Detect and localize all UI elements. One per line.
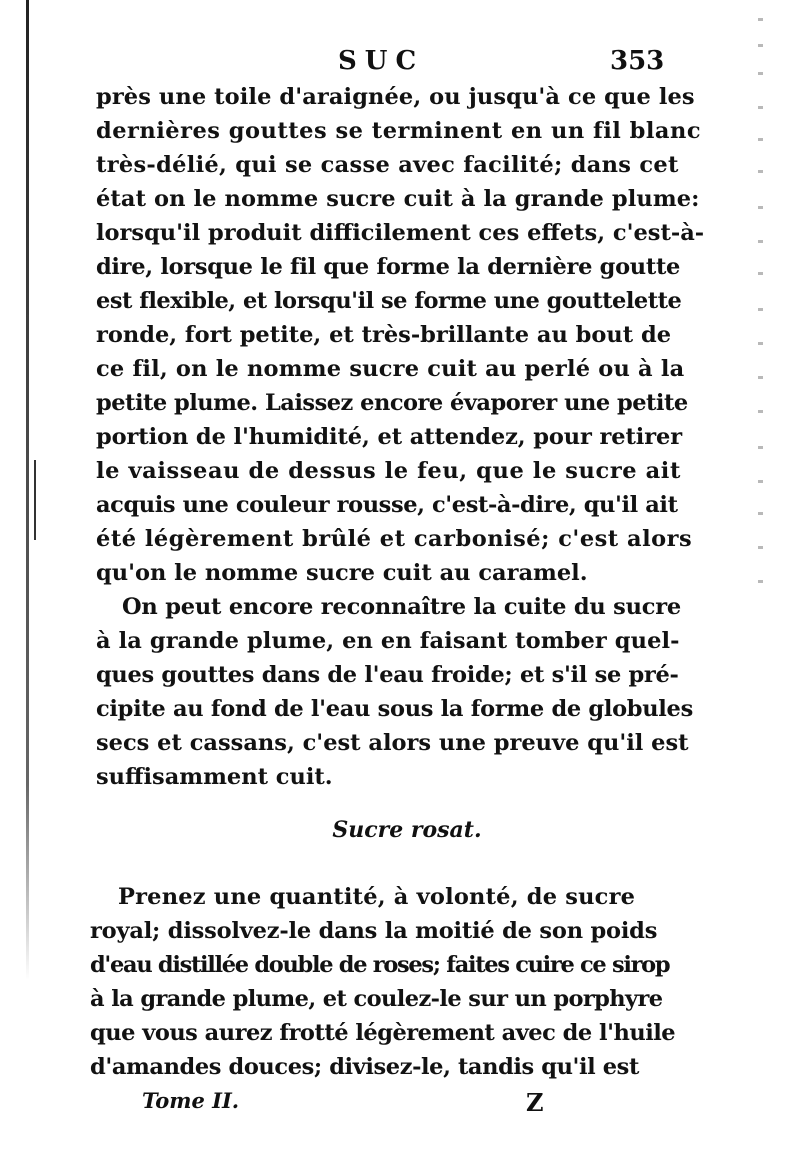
text-line: On peut encore reconnaître la cuite du sucre	[122, 594, 682, 620]
text-line: acquis une couleur rousse, c'est-à-dire, qu'il ait	[96, 492, 678, 518]
bleed-mark	[758, 308, 763, 311]
text-line: très-délié, qui se casse avec facilité; dans cet	[96, 152, 679, 178]
text-line: dernières gouttes se terminent en un fil blanc	[96, 118, 702, 144]
bleed-mark	[758, 138, 763, 141]
text-line: royal; dissolvez-le dans la moitié de son poids	[90, 918, 658, 944]
bleed-through-margin	[752, 10, 772, 610]
bleed-mark	[758, 240, 763, 243]
page-number: 353	[610, 46, 665, 76]
page-footer	[0, 1088, 800, 1128]
text-line: le vaisseau de dessus le feu, que le sucre ait	[96, 458, 681, 484]
text-line: suffisamment cuit.	[96, 764, 333, 790]
text-line: près une toile d'araignée, ou jusqu'à ce que les	[96, 84, 695, 110]
bleed-mark	[758, 18, 763, 21]
text-line: d'eau distillée double de roses; faites cuire ce sirop	[90, 952, 670, 978]
text-line: été légèrement brûlé et carbonisé; c'est alors	[96, 526, 693, 552]
text-line: lorsqu'il produit difficilement ces effets, c'est-à-	[96, 220, 705, 246]
text-line: à la grande plume, et coulez-le sur un porphyre	[90, 986, 663, 1012]
text-line: état on le nomme sucre cuit à la grande plume:	[96, 186, 700, 212]
text-line: ques gouttes dans de l'eau froide; et s'il se pré-	[96, 662, 679, 688]
bleed-mark	[758, 446, 763, 449]
signature-mark: Z	[526, 1088, 544, 1117]
text-line: qu'on le nomme sucre cuit au caramel.	[96, 560, 588, 586]
volume-label: Tome II.	[142, 1088, 240, 1113]
bleed-mark	[758, 106, 763, 109]
text-line: secs et cassans, c'est alors une preuve qu'il est	[96, 730, 689, 756]
text-line: cipite au fond de l'eau sous la forme de globules	[96, 696, 693, 722]
text-line: à la grande plume, en en faisant tomber quel-	[96, 628, 680, 654]
text-line: portion de l'humidité, et attendez, pour retirer	[96, 424, 682, 450]
bleed-mark	[758, 342, 763, 345]
text-line: d'amandes douces; divisez-le, tandis qu'il est	[90, 1054, 639, 1080]
section-heading: Sucre rosat.	[332, 817, 482, 843]
bleed-mark	[758, 410, 763, 413]
bleed-mark	[758, 170, 763, 173]
bleed-mark	[758, 376, 763, 379]
bleed-mark	[758, 546, 763, 549]
binding-shadow	[34, 460, 36, 540]
running-head: SUC	[338, 46, 425, 76]
text-line: dire, lorsque le fil que forme la dernière goutte	[96, 254, 681, 280]
bleed-mark	[758, 580, 763, 583]
text-line: est flexible, et lorsqu'il se forme une gouttelette	[96, 288, 682, 314]
text-line: que vous aurez frotté légèrement avec de l'huile	[90, 1020, 676, 1046]
bleed-mark	[758, 480, 763, 483]
text-line: petite plume. Laissez encore évaporer une petite	[96, 390, 688, 416]
text-line: ce fil, on le nomme sucre cuit au perlé ou à la	[96, 356, 685, 382]
bleed-mark	[758, 272, 763, 275]
text-line: Prenez une quantité, à volonté, de sucre	[118, 884, 636, 910]
bleed-mark	[758, 206, 763, 209]
text-line: ronde, fort petite, et très-brillante au bout de	[96, 322, 672, 348]
bleed-mark	[758, 512, 763, 515]
